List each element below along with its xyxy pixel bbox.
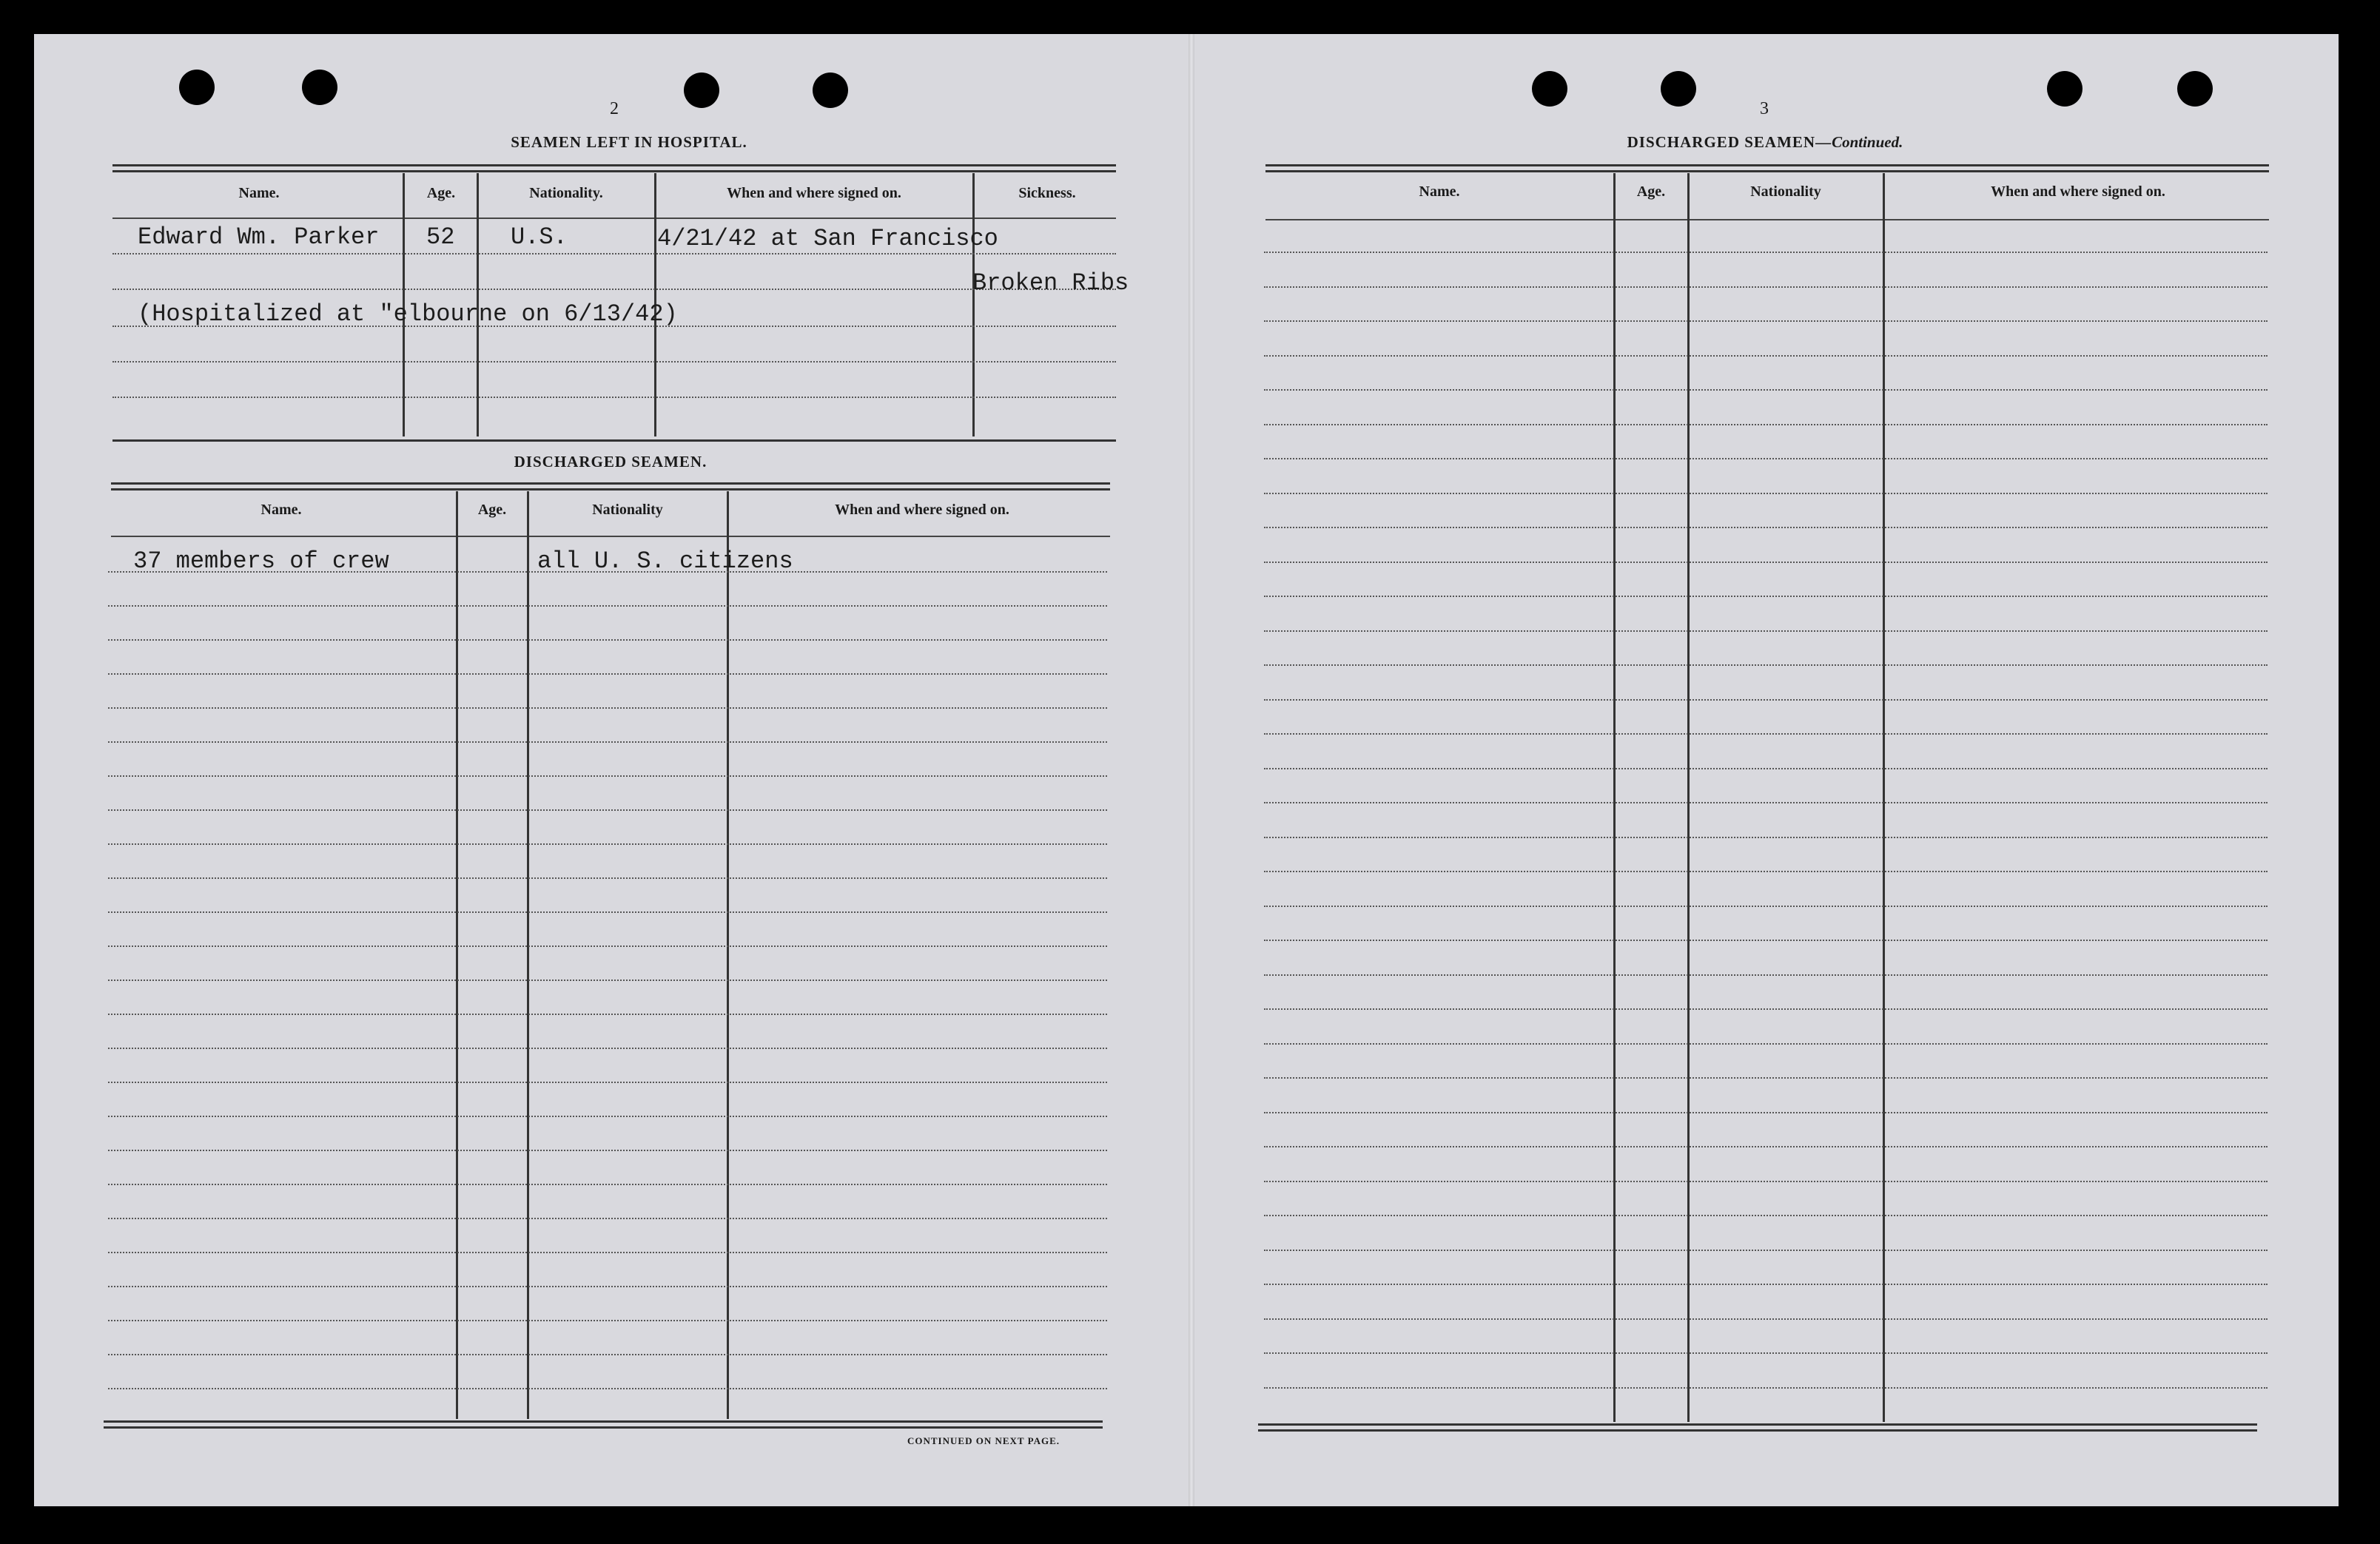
header-rule — [111, 536, 1110, 537]
ruled-line — [1264, 1215, 2268, 1216]
punch-hole — [1661, 71, 1696, 107]
col-header-signed-on: When and where signed on. — [1991, 183, 2165, 200]
punch-hole — [179, 70, 215, 105]
discharged-entry-nationality: all U. S. citizens — [537, 547, 793, 575]
rule — [111, 482, 1110, 485]
ruled-line — [1264, 871, 2268, 872]
ruled-line — [108, 1218, 1107, 1219]
right-page — [1193, 34, 2339, 1506]
ruled-line — [108, 1014, 1107, 1015]
col-header-name: Name. — [260, 502, 302, 518]
discharged-section-title: DISCHARGED SEAMEN. — [514, 453, 707, 471]
punch-hole — [302, 70, 337, 105]
ruled-line — [108, 1286, 1107, 1287]
ruled-line — [1264, 940, 2268, 941]
rule — [1258, 1429, 2257, 1432]
ruled-line — [1264, 1112, 2268, 1113]
ruled-line — [108, 1150, 1107, 1151]
col-header-age: Age. — [1636, 183, 1666, 200]
ruled-line — [1264, 974, 2268, 976]
ruled-line — [112, 289, 1116, 290]
discharged-continued-title — [1480, 133, 2050, 152]
header-rule — [1265, 219, 2269, 220]
col-header-name: Name. — [238, 185, 280, 201]
ruled-line — [108, 605, 1107, 607]
hospital-entry-name: Edward Wm. Parker — [138, 223, 380, 251]
rule — [1265, 164, 2269, 166]
ruled-line — [1264, 768, 2268, 769]
ruled-line — [1264, 630, 2268, 632]
ruled-line — [108, 843, 1107, 845]
ruled-line — [1264, 596, 2268, 597]
ruled-line — [1264, 1181, 2268, 1182]
column-divider — [527, 491, 529, 1419]
ruled-line — [1264, 1387, 2268, 1389]
ruled-line — [1264, 733, 2268, 735]
col-header-signed-on: When and where signed on. — [727, 185, 901, 201]
column-divider — [727, 491, 729, 1419]
page-number: 3 — [1760, 99, 1769, 118]
ruled-line — [1264, 906, 2268, 907]
rule — [112, 170, 1116, 172]
col-header-sickness: Sickness. — [1018, 185, 1076, 201]
ruled-line — [1264, 320, 2268, 322]
col-header-age: Age. — [426, 185, 456, 201]
title-continued: Continued. — [1832, 133, 1903, 151]
col-header-signed-on: When and where signed on. — [835, 502, 1009, 518]
ruled-line — [1264, 252, 2268, 253]
column-divider — [1613, 173, 1616, 1422]
ruled-line — [108, 1184, 1107, 1185]
rule — [112, 439, 1116, 442]
column-divider — [1687, 173, 1690, 1422]
col-header-nationality: Nationality — [1750, 183, 1821, 200]
title-main: DISCHARGED SEAMEN— — [1627, 133, 1832, 151]
ruled-line — [108, 877, 1107, 879]
ruled-line — [1264, 562, 2268, 563]
rule — [112, 164, 1116, 166]
ruled-line — [108, 1048, 1107, 1049]
continued-footer: CONTINUED ON NEXT PAGE. — [907, 1435, 1060, 1446]
ruled-line — [1264, 527, 2268, 528]
hospital-entry-nationality: U.S. — [511, 223, 568, 251]
ruled-line — [108, 809, 1107, 811]
ruled-line — [108, 639, 1107, 641]
col-header-nationality: Nationality. — [529, 185, 603, 201]
header-rule — [112, 218, 1116, 219]
ruled-line — [108, 980, 1107, 981]
col-header-nationality: Nationality — [592, 502, 663, 518]
hospital-section-title: SEAMEN LEFT IN HOSPITAL. — [511, 133, 747, 151]
punch-hole — [684, 73, 719, 108]
column-divider — [1883, 173, 1885, 1422]
ruled-line — [1264, 1077, 2268, 1079]
ruled-line — [108, 1116, 1107, 1117]
ruled-line — [108, 1388, 1107, 1389]
ruled-line — [1264, 458, 2268, 459]
ruled-line — [1264, 389, 2268, 391]
ruled-line — [108, 911, 1107, 913]
ruled-line — [112, 397, 1116, 398]
ruled-line — [1264, 837, 2268, 838]
col-header-age: Age. — [477, 502, 507, 518]
ruled-line — [1264, 1146, 2268, 1147]
ruled-line — [108, 1082, 1107, 1083]
ruled-line — [1264, 355, 2268, 357]
col-header-name: Name. — [1419, 183, 1460, 200]
ruled-line — [112, 361, 1116, 363]
ruled-line — [1264, 424, 2268, 425]
ruled-line — [1264, 1250, 2268, 1251]
punch-hole — [2177, 71, 2213, 107]
ruled-line — [1264, 286, 2268, 288]
page-number: 2 — [610, 99, 619, 118]
ruled-line — [108, 1252, 1107, 1253]
ruled-line — [108, 945, 1107, 947]
punch-hole — [1532, 71, 1567, 107]
punch-hole — [813, 73, 848, 108]
ruled-line — [108, 707, 1107, 709]
rule — [104, 1426, 1103, 1429]
page-fold — [1189, 34, 1194, 1506]
ruled-line — [1264, 802, 2268, 803]
ruled-line — [108, 1354, 1107, 1355]
ruled-line — [1264, 1284, 2268, 1285]
ruled-line — [108, 1320, 1107, 1321]
ruled-line — [112, 253, 1116, 254]
hospital-entry-note: (Hospitalized at "elbourne on 6/13/42) — [138, 300, 678, 328]
punch-hole — [2047, 71, 2082, 107]
ruled-line — [1264, 1043, 2268, 1045]
ruled-line — [108, 741, 1107, 743]
ruled-line — [1264, 493, 2268, 494]
discharged-entry-name: 37 members of crew — [133, 547, 389, 575]
rule — [1258, 1423, 2257, 1426]
ruled-line — [1264, 699, 2268, 701]
rule — [111, 488, 1110, 490]
ruled-line — [108, 673, 1107, 675]
rule — [104, 1420, 1103, 1423]
hospital-entry-signed-on: 4/21/42 at San Francisco — [657, 225, 998, 252]
ruled-line — [1264, 1008, 2268, 1010]
hospital-entry-sickness: Broken Ribs — [972, 269, 1129, 297]
ruled-line — [1264, 664, 2268, 666]
ruled-line — [1264, 1318, 2268, 1320]
ruled-line — [1264, 1352, 2268, 1354]
rule — [1265, 170, 2269, 172]
hospital-entry-age: 52 — [426, 223, 455, 251]
ruled-line — [108, 775, 1107, 777]
column-divider — [456, 491, 458, 1419]
